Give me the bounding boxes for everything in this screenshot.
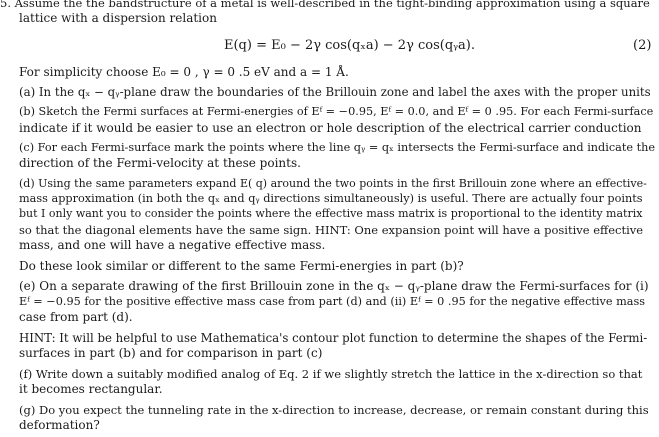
- part-c-line-2: direction of the Fermi-velocity at these points.: [19, 156, 301, 170]
- parameters-line: For simplicity choose E₀ = 0 , γ = 0 .5 eV and a = 1 Å.: [19, 65, 349, 79]
- part-e-line-2: Eᶠ = −0.95 for the positive effective mass case from part (d) and (ii) Eᶠ = 0 .95 for the negative effective mass: [19, 295, 646, 308]
- part-e-line-3: case from part (d).: [19, 310, 133, 324]
- part-d-line-3: but I only want you to consider the points where the effective mass matrix is proportional to the identity matrix: [19, 207, 643, 220]
- part-e-line-1: (e) On a separate drawing of the first Brillouin zone in the qₓ − qᵧ-plane draw the Fermi-surfaces for (i): [19, 279, 649, 293]
- part-g-line-2: deformation?: [19, 418, 100, 432]
- part-d-line-1: (d) Using the same parameters expand E( q) around the two points in the first Brillouin zone where an effective-: [19, 177, 647, 190]
- part-f-line-2: it becomes rectangular.: [19, 382, 163, 396]
- part-g-line-1: (g) Do you expect the tunneling rate in the x-direction to increase, decrease, or remain constant during this: [19, 403, 649, 417]
- part-b-line-2: indicate if it would be easier to use an electron or hole description of the electrical carrier conduction: [19, 121, 642, 135]
- equation-number: (2): [633, 38, 652, 53]
- problem-header-line-1: 5. Assume the the bandstructure of a metal is well-described in the tight-binding approximation using a square: [0, 0, 650, 10]
- part-a-line: (a) In the qₓ − qᵧ-plane draw the boundaries of the Brillouin zone and label the axes with the proper units: [19, 85, 651, 99]
- problem-header-line-2: lattice with a dispersion relation: [19, 11, 217, 25]
- hint-line-1: HINT: It will be helpful to use Mathematica's contour plot function to determine the shapes of the Fermi-: [19, 331, 648, 345]
- part-f-line-1: (f) Write down a suitably modified analog of Eq. 2 if we slightly stretch the lattice in the x-direction so that: [19, 367, 643, 381]
- comparison-question: Do these look similar or different to the same Fermi-energies in part (b)?: [19, 259, 464, 273]
- part-c-line-1: (c) For each Fermi-surface mark the points where the line qᵧ = qₓ intersects the Fermi-surface and indicate the: [19, 141, 656, 154]
- hint-line-2: surfaces in part (b) and for comparison in part (c): [19, 346, 323, 360]
- part-d-line-5: mass, and one will have a negative effective mass.: [19, 238, 326, 252]
- part-d-line-2: mass approximation (in both the qₓ and qᵧ directions simultaneously) is useful. There are actually four points: [19, 192, 643, 205]
- part-d-line-4: so that the diagonal elements have the same sign. HINT: One expansion point will have a positive effective: [19, 223, 644, 237]
- dispersion-equation: E(q) = E₀ − 2γ cos(qₓa) − 2γ cos(qᵧa).: [224, 38, 475, 53]
- part-b-line-1: (b) Sketch the Fermi surfaces at Fermi-energies of Eᶠ = −0.95, Eᶠ = 0.0, and Eᶠ = 0 .95. For each Fermi-surface: [19, 105, 654, 118]
